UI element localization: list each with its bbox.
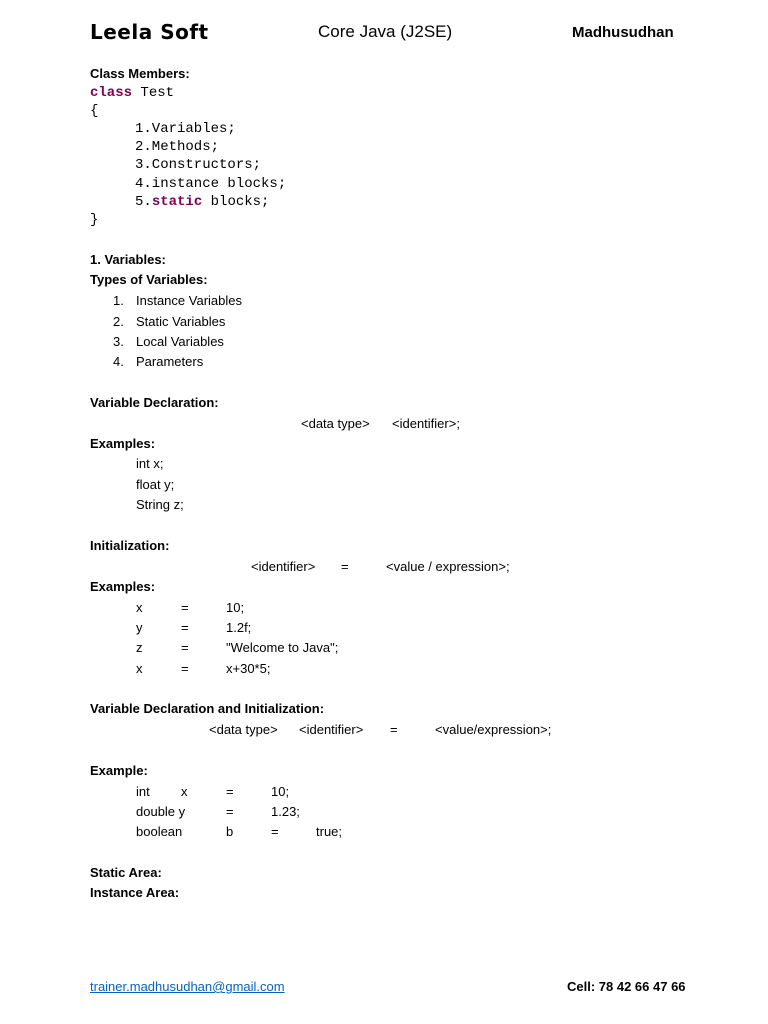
code-item: 3.Constructors;: [135, 157, 262, 173]
decl-init-heading: Variable Declaration and Initialization:: [90, 701, 325, 716]
class-name: Test: [132, 85, 175, 101]
syntax-identifier: <identifier>: [299, 722, 364, 737]
example-var: z: [136, 640, 143, 655]
example-line: String z;: [136, 497, 184, 512]
list-item: Instance Variables: [136, 293, 242, 308]
list-item: Static Variables: [136, 314, 226, 329]
syntax-equals: =: [341, 559, 349, 574]
example-line: float y;: [136, 477, 175, 492]
initialization-heading: Initialization:: [90, 538, 170, 553]
example-value: 10;: [271, 784, 290, 799]
declaration-heading: Variable Declaration:: [90, 395, 219, 410]
code-item5-suffix: blocks;: [202, 194, 270, 210]
list-number: 4.: [113, 354, 124, 369]
example-var: x: [136, 661, 143, 676]
code-item: 4.instance blocks;: [135, 176, 287, 192]
example-value: 10;: [226, 600, 245, 615]
example-value: true;: [316, 824, 343, 839]
syntax-value: <value/expression>;: [435, 722, 552, 737]
syntax-equals: =: [390, 722, 398, 737]
example-var: y: [136, 620, 143, 635]
example-type: boolean: [136, 824, 183, 839]
email-link[interactable]: trainer.madhusudhan@gmail.com: [90, 979, 285, 994]
example-var: x: [181, 784, 188, 799]
code-item5-prefix: 5.: [135, 194, 152, 210]
brand-logo: Leela Soft: [90, 20, 209, 44]
example-var: x: [136, 600, 143, 615]
example-type: double y: [136, 804, 186, 819]
example-value: "Welcome to Java";: [226, 640, 339, 655]
variables-heading: 1. Variables:: [90, 252, 166, 267]
example-equals: =: [181, 620, 189, 635]
example-equals: =: [181, 661, 189, 676]
code-class-line: [90, 85, 174, 101]
cell-number: Cell: 78 42 66 47 66: [567, 979, 686, 994]
list-number: 2.: [113, 314, 124, 329]
code-open-brace: {: [90, 103, 99, 119]
example-equals: =: [181, 640, 189, 655]
syntax-identifier: <identifier>;: [392, 416, 460, 431]
syntax-value: <value / expression>;: [386, 559, 510, 574]
class-members-heading: Class Members:: [90, 66, 190, 81]
static-keyword: static: [151, 194, 203, 210]
examples-heading: Examples:: [90, 579, 156, 594]
example-equals: =: [271, 824, 279, 839]
types-heading: Types of Variables:: [90, 272, 208, 287]
syntax-identifier: <identifier>: [251, 559, 316, 574]
example-type: int: [136, 784, 150, 799]
code-item-static: [135, 194, 269, 210]
code-item: 1.Variables;: [135, 121, 236, 137]
list-item: Local Variables: [136, 334, 224, 349]
example-equals: =: [226, 804, 234, 819]
syntax-data-type: <data type>: [301, 416, 370, 431]
list-number: 3.: [113, 334, 124, 349]
example-var: b: [226, 824, 234, 839]
example-equals: =: [181, 600, 189, 615]
example-line: int x;: [136, 456, 164, 471]
examples-heading: Examples:: [90, 436, 156, 451]
syntax-data-type: <data type>: [209, 722, 278, 737]
instance-area-heading: Instance Area:: [90, 885, 180, 900]
example-heading: Example:: [90, 763, 148, 778]
list-number: 1.: [113, 293, 124, 308]
example-value: 1.2f;: [226, 620, 252, 635]
document-title: Core Java (J2SE): [318, 22, 453, 41]
author-name: Madhusudhan: [572, 24, 674, 41]
example-value: 1.23;: [271, 804, 300, 819]
code-close-brace: }: [90, 212, 99, 228]
list-item: Parameters: [136, 354, 204, 369]
code-item: 2.Methods;: [135, 139, 220, 155]
example-value: x+30*5;: [226, 661, 271, 676]
example-equals: =: [226, 784, 234, 799]
static-area-heading: Static Area:: [90, 865, 162, 880]
class-keyword: class: [90, 85, 133, 101]
